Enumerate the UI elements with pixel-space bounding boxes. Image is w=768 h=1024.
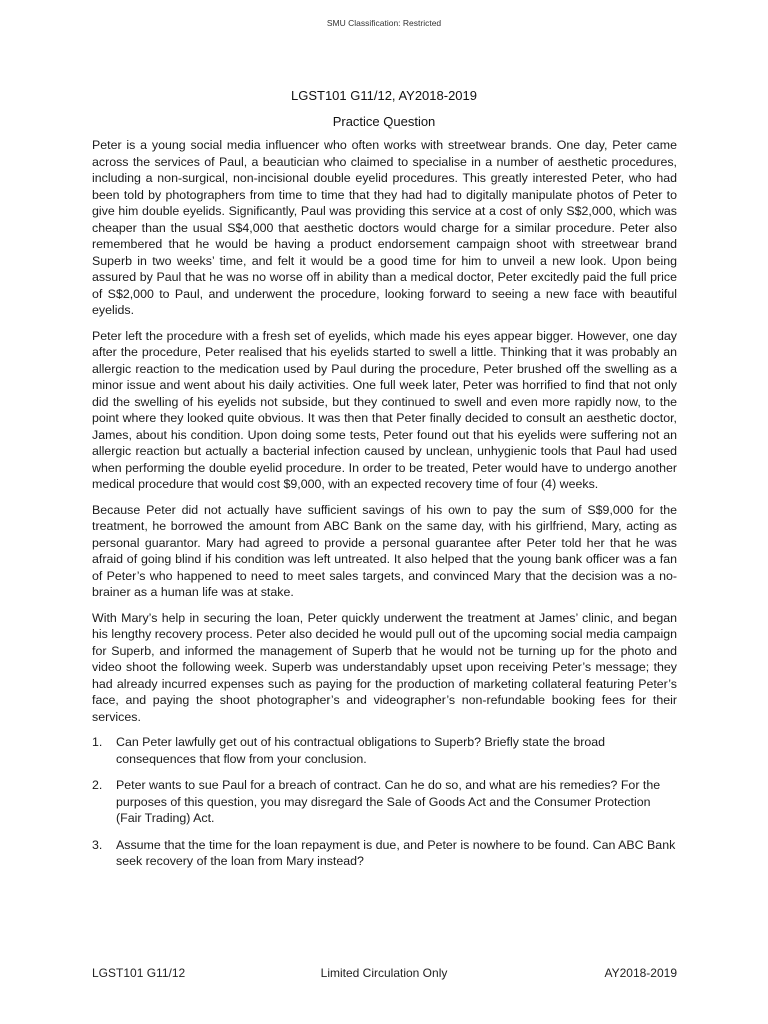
document-body [92,137,677,880]
document-title: Practice Question [332,114,436,129]
question-item [92,837,677,870]
question-text: Peter wants to sue Paul for a breach of contract. Can he do so, and what are his remedies? For the purposes of this question, you may disregard the Sale of Goods Act and the Consumer Protection (Fair Trading) Act. [116,778,661,825]
footer-circulation: Limited Circulation Only [320,966,448,980]
question-item [92,777,677,827]
footer-year: AY2018-2019 [604,966,677,980]
question-text: Assume that the time for the loan repayment is due, and Peter is nowhere to be found. Can ABC Bank seek recovery of the loan from Mary instead? [116,837,676,868]
question-number: 2. [92,778,103,792]
paragraph-2: Peter left the procedure with a fresh set of eyelids, which made his eyes appear bigger. However, one day after the procedure, Peter realised that his eyelids started to swell a little. Thinking that it was probably an allergic reaction to the medication used by Paul during the procedure, Peter brushed off the swelling as a minor issue and went about his daily activities. One full week later, Peter was horrified to find that not only did the swelling of his eyelids not subside, but they continued to swell and even more rapidly now, to the point where they looked quite obvious. It was then that Peter finally decided to consult an aesthetic doctor, James, about his condition. Upon doing some tests, Peter found out that his eyelids were suffering not an allergic reaction but actually a bacterial infection caused by unclean, unhygienic tools that Paul had used when performing the double eyelid procedure. In order to be treated, Peter would have to undergo another medical procedure that would cost $9,000, with an expected recovery time of four (4) weeks. [92,328,677,491]
course-heading: LGST101 G11/12, AY2018-2019 [291,88,477,103]
question-text: Can Peter lawfully get out of his contractual obligations to Superb? Briefly state the broad consequences that flow from your conclusion. [116,735,606,766]
question-number: 1. [92,735,103,749]
question-item [92,734,677,767]
paragraph-1: Peter is a young social media influencer who often works with streetwear brands. One day, Peter came across the services of Paul, a beautician who claimed to specialise in a number of aesthetic procedures, including a non-surgical, non-incisional double eyelid procedures. This greatly interested Peter, who had been told by photographers from time to time that they had had to digitally manipulate photos of Peter to give him double eyelids. Significantly, Paul was providing this service at a cost of only S$2,000, which was cheaper than the usual S$4,000 that aesthetic doctors would charge for a similar procedure. Peter also remembered that he would be having a product endorsement campaign shoot with streetwear brand Superb in two weeks’ time, and felt it would be a good time for him to unveil a new look. Upon being assured by Paul that he was no worse off in ability than a medical doctor, Peter excitedly paid the full price of S$2,000 to Paul, and underwent the procedure, looking forward to seeing a new face with beautiful eyelids. [92,138,677,317]
paragraph-3: Because Peter did not actually have sufficient savings of his own to pay the sum of S$9,000 for the treatment, he borrowed the amount from ABC Bank on the same day, with his girlfriend, Mary, acting as personal guarantor. Mary had agreed to provide a personal guarantee after Peter told her that he was afraid of going blind if his condition was left untreated. It also helped that the young bank officer was a fan of Peter’s who happened to need to meet sales targets, and convinced Mary that the decision was a no-brainer as a human life was at stake. [92,502,677,599]
paragraph-4: With Mary’s help in securing the loan, Peter quickly underwent the treatment at James’ clinic, and began his lengthy recovery process. Peter also decided he would pull out of the upcoming social media campaign for Superb, and informed the management of Superb that he would not be turning up for the photo and video shoot the following week. Superb was understandably upset upon receiving Peter’s message; they had already incurred expenses such as paying for the production of marketing collateral featuring Peter’s face, and paying the shoot photographer’s and videographer’s non-refundable booking fees for their services. [92,610,677,724]
question-list [92,734,677,870]
classification-label: SMU Classification: Restricted [326,18,442,28]
question-number: 3. [92,837,103,852]
footer-course: LGST101 G11/12 [92,966,186,980]
